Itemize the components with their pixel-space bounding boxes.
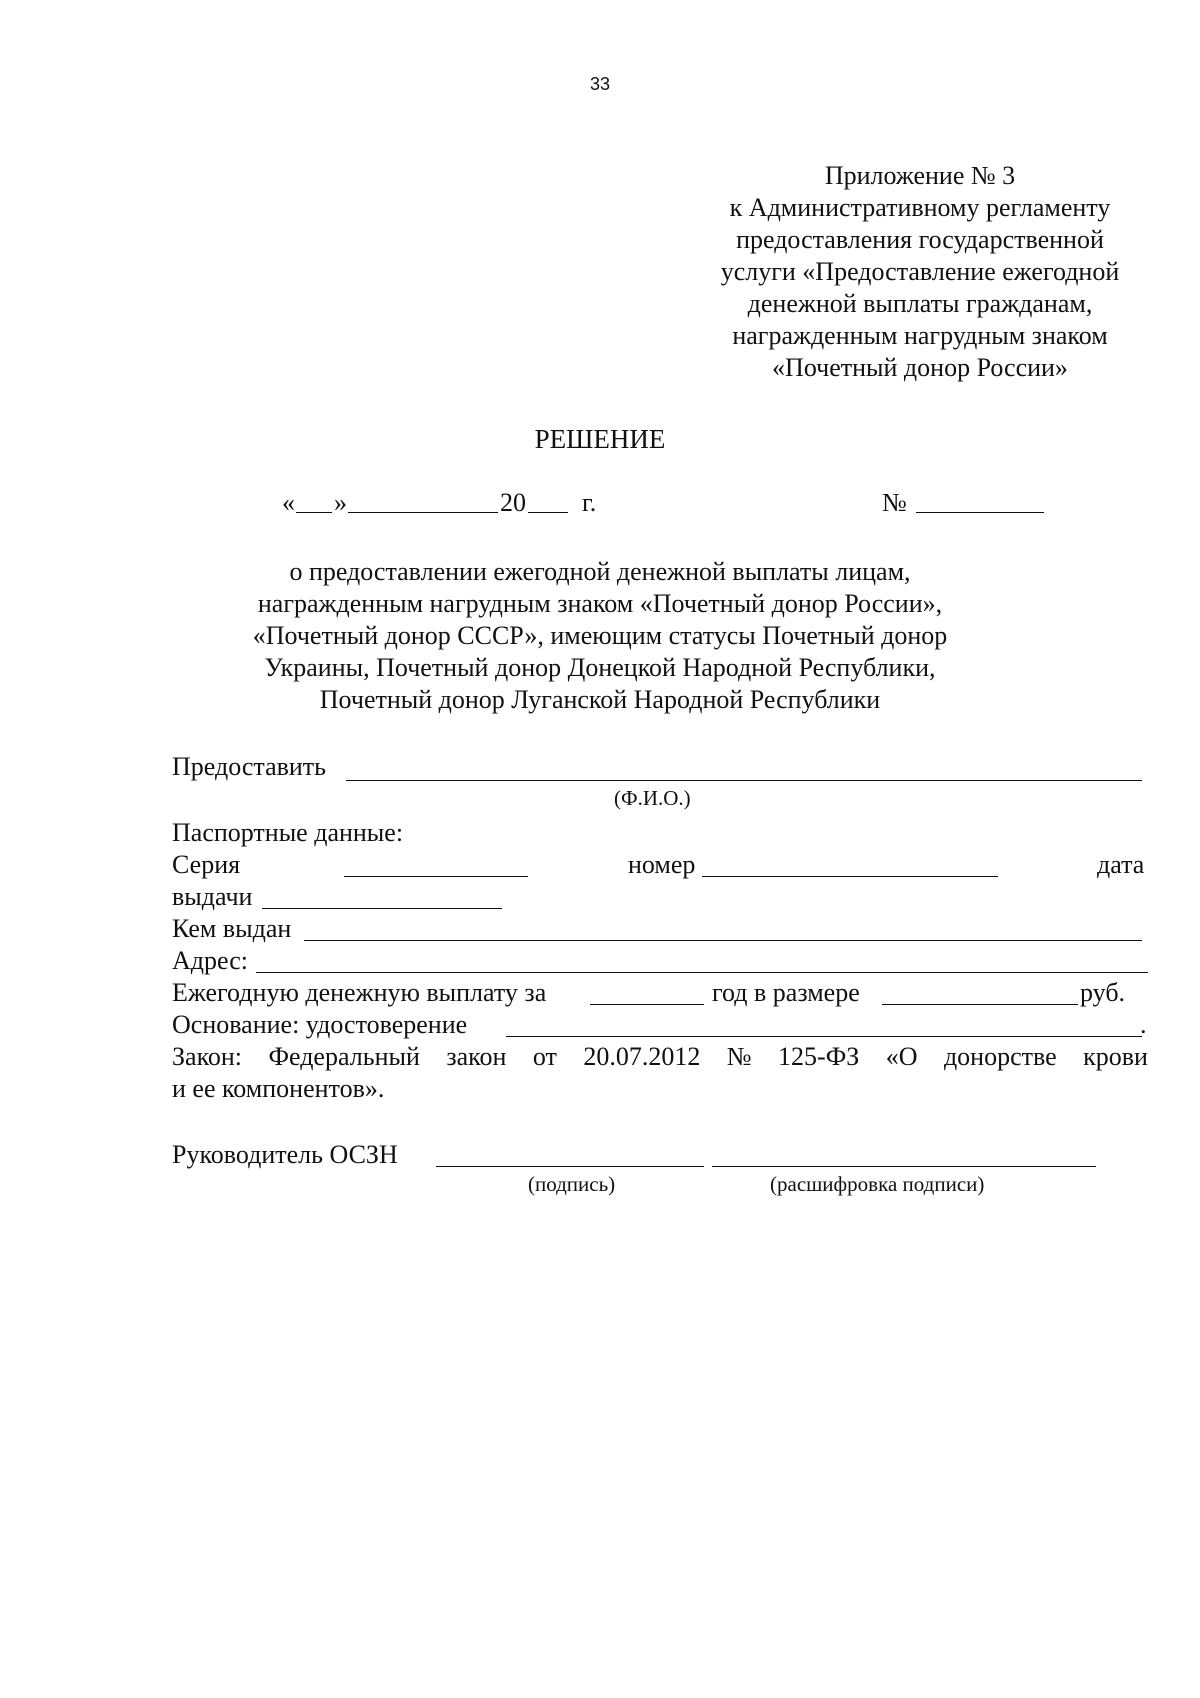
subject-line: Почетный донор Луганской Народной Республики	[319, 685, 881, 714]
certificate-field[interactable]	[506, 1036, 1142, 1037]
year-suffix: г.	[582, 488, 597, 517]
law-word: №	[726, 1042, 752, 1071]
issue-label: выдачи	[172, 882, 253, 911]
provide-label: Предоставить	[172, 752, 327, 781]
appendix-header	[695, 160, 1145, 384]
issued-by-field[interactable]	[304, 940, 1142, 941]
payment-amount-field[interactable]	[882, 1004, 1078, 1005]
subject-line: «Почетный донор СССР», имеющим статусы Почетный донор	[252, 621, 948, 650]
head-label: Руководитель ОСЗН	[172, 1140, 398, 1169]
appendix-line: предоставления государственной	[736, 225, 1104, 254]
series-field[interactable]	[344, 876, 528, 877]
passport-number-field[interactable]	[702, 876, 998, 877]
passport-label: Паспортные данные:	[172, 818, 404, 847]
signature-decode-field[interactable]	[712, 1166, 1096, 1167]
document-title: РЕШЕНИЕ	[534, 424, 666, 454]
date-open-quote: «	[282, 488, 295, 517]
date-close-quote: »	[334, 488, 347, 517]
law-word: закон	[446, 1042, 507, 1071]
year-prefix: 20	[500, 488, 526, 517]
issued-by-label: Кем выдан	[172, 914, 292, 943]
law-word: Федеральный	[268, 1042, 420, 1071]
appendix-line: Приложение № 3	[824, 161, 1016, 190]
page-number: 33	[589, 74, 611, 94]
appendix-line: «Почетный донор России»	[772, 353, 1068, 382]
currency-label: руб.	[1080, 978, 1126, 1007]
address-label: Адрес:	[172, 946, 248, 975]
payment-label: Ежегодную денежную выплату за	[172, 978, 547, 1007]
signature-decode-caption: (расшифровка подписи)	[770, 1172, 985, 1196]
law-word: 20.07.2012	[583, 1042, 701, 1071]
law-word: от	[532, 1042, 557, 1071]
appendix-line: услуги «Предоставление ежегодной	[720, 257, 1120, 286]
law-word: Закон:	[172, 1042, 243, 1071]
law-word: донорстве	[943, 1042, 1057, 1071]
fio-caption: (Ф.И.О.)	[614, 786, 691, 810]
appendix-line: денежной выплаты гражданам,	[747, 289, 1093, 318]
date-label: дата	[1097, 850, 1145, 879]
address-field[interactable]	[256, 972, 1148, 973]
subject-line: награжденным нагрудным знаком «Почетный донор России»,	[257, 589, 943, 618]
law-word: крови	[1083, 1042, 1148, 1071]
signature-field[interactable]	[436, 1166, 704, 1167]
number-label: номер	[628, 850, 696, 879]
subject-line: о предоставлении ежегодной денежной выплаты лицам,	[289, 557, 911, 586]
basis-period: .	[1140, 1010, 1147, 1039]
payment-year-field[interactable]	[590, 1004, 704, 1005]
law-word: 125-ФЗ	[778, 1042, 860, 1071]
signature-caption: (подпись)	[528, 1172, 616, 1196]
law-word: «О	[885, 1042, 918, 1071]
decision-subject	[0, 556, 1200, 716]
law-line	[172, 1042, 1148, 1072]
year-amount-label: год в размере	[712, 978, 860, 1007]
series-label: Серия	[172, 850, 241, 879]
fio-field[interactable]	[346, 780, 1142, 781]
issue-date-field[interactable]	[262, 908, 502, 909]
appendix-line: награжденным нагрудным знаком	[732, 321, 1108, 350]
number-sign: №	[882, 488, 907, 517]
law-line-2: и ее компонентов».	[172, 1074, 385, 1103]
date-number-row	[282, 488, 1052, 522]
appendix-line: к Административному регламенту	[729, 193, 1111, 222]
subject-line: Украины, Почетный донор Донецкой Народной Республики,	[264, 653, 936, 682]
basis-label: Основание: удостоверение	[172, 1010, 468, 1039]
